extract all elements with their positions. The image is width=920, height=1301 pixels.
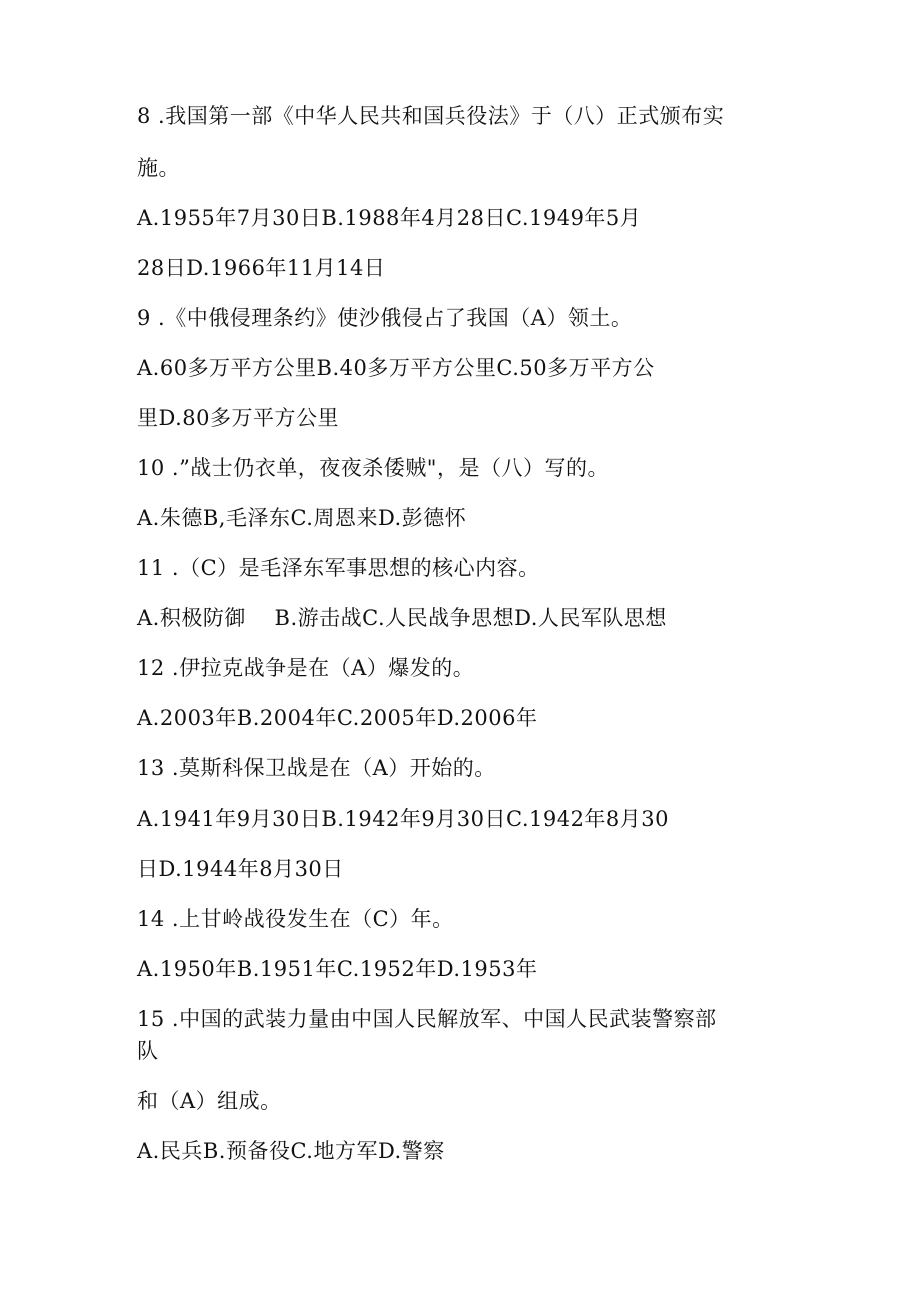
question-8-options-cont: 28日D.1966年11月14日 — [137, 256, 386, 280]
question-11-options: A.积极防御 B.游击战C.人民战争思想D.人民军队思想 — [137, 606, 667, 630]
question-9-options-cont: 里D.80多万平方公里 — [137, 406, 339, 430]
question-9-options: A.60多万平方公里B.40多万平方公里C.50多万平方公 — [137, 356, 655, 380]
question-8-options: A.1955年7月30日B.1988年4月28日C.1949年5月 — [137, 206, 642, 230]
question-12-text: 12 .伊拉克战争是在（A）爆发的。 — [137, 656, 475, 680]
question-13-options: A.1941年9月30日B.1942年9月30日C.1942年8月30 — [137, 807, 670, 831]
question-11-text: 11 .（C）是毛泽东军事思想的核心内容。 — [137, 556, 540, 580]
question-8-text-cont: 施。 — [137, 156, 180, 180]
question-15-text-cont-2: 和（A）组成。 — [137, 1089, 282, 1113]
question-15-text: 15 .中国的武装力量由中国人民解放军、中国人民武装警察部 — [137, 1007, 717, 1031]
question-10-text: 10 .”战士仍衣单，夜夜杀倭贼"，是（八）写的。 — [137, 456, 609, 480]
question-14-options: A.1950年B.1951年C.1952年D.1953年 — [137, 957, 538, 981]
question-9-text: 9 .《中俄侵理条约》使沙俄侵占了我国（A）领土。 — [137, 306, 633, 330]
question-13-text: 13 .莫斯科保卫战是在（A）开始的。 — [137, 756, 496, 780]
question-8-text: 8 .我国第一部《中华人民共和国兵役法》于（八）正式颁布实 — [137, 104, 725, 128]
question-14-text: 14 .上甘岭战役发生在（C）年。 — [137, 907, 454, 931]
question-10-options: A.朱德B,毛泽东C.周恩来D.彭德怀 — [137, 506, 467, 530]
question-15-options: A.民兵B.预备役C.地方军D.警察 — [137, 1139, 445, 1163]
question-15-text-cont: 队 — [137, 1039, 159, 1063]
question-12-options: A.2003年B.2004年C.2005年D.2006年 — [137, 706, 538, 730]
question-13-options-cont: 日D.1944年8月30日 — [137, 857, 344, 881]
